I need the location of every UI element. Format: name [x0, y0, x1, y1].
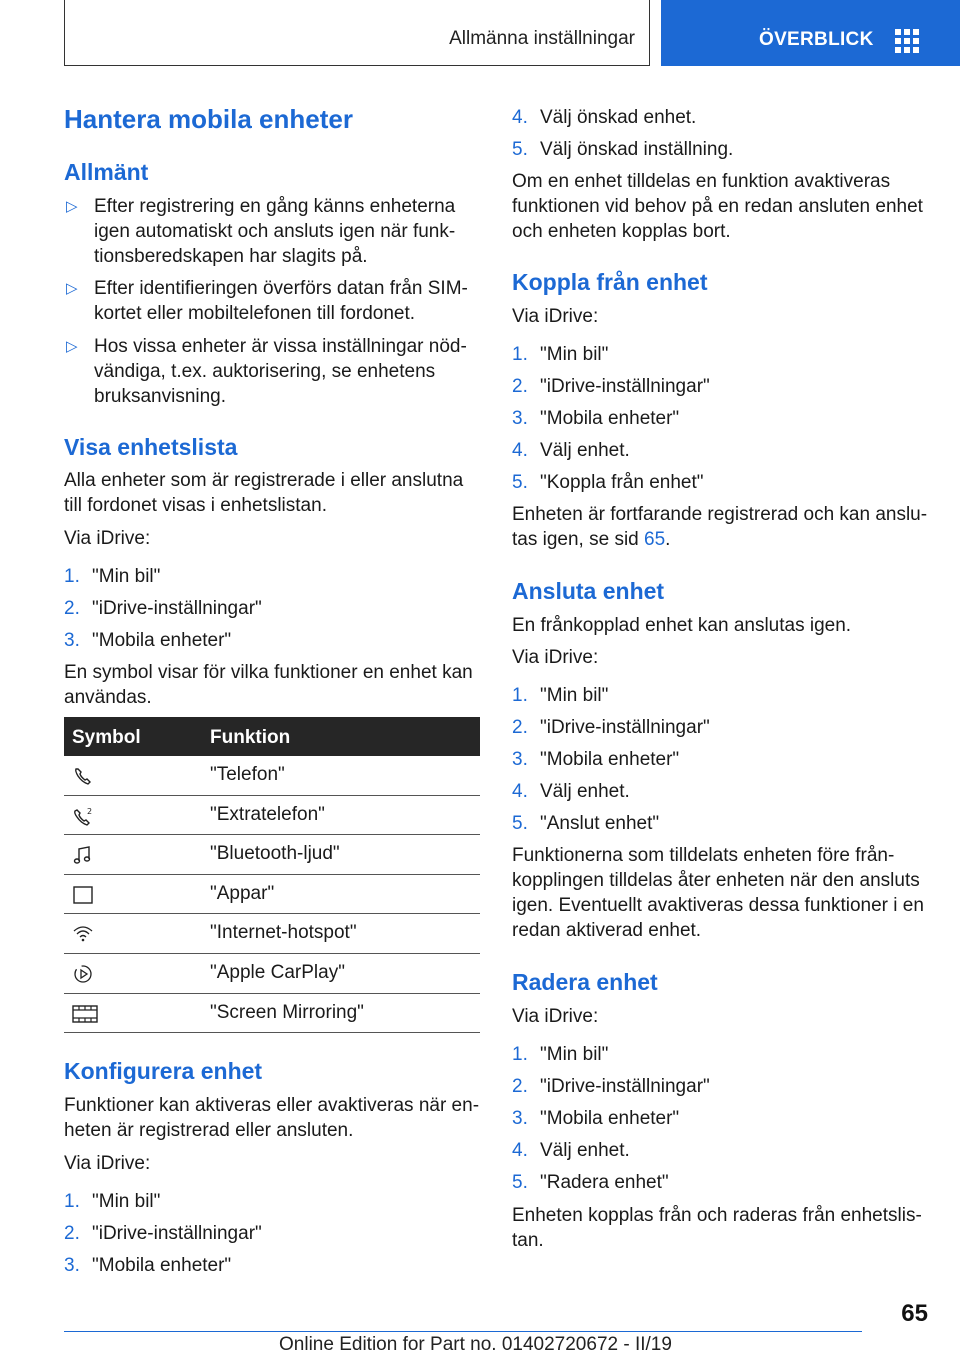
delete-note: Enheten kopplas från och raderas från enhetslis- tan.: [512, 1205, 922, 1251]
table-row: "Appar": [64, 875, 480, 915]
list-item: 3. "Mobila enheter": [512, 749, 680, 770]
overview-label: ÖVERBLICK: [759, 29, 874, 50]
footer-edition: Online Edition for Part no. 01402720672 - II/19: [279, 1334, 672, 1355]
list-item: 1. "Min bil": [64, 566, 161, 587]
header-section-title: Allmänna inställningar: [449, 28, 635, 49]
connect-note: Funktionerna som tilldelats enheten före från- kopplingen tilldelas åter enheten när den ansluts igen. Eventuellt avaktiveras dessa funktioner i en redan aktiverad enhet.: [512, 845, 924, 941]
music-note-icon: [72, 844, 94, 866]
svg-text:2: 2: [87, 806, 93, 816]
list-item: 4. Välj enhet.: [512, 440, 630, 461]
bullet-item: ▷ Efter identifieringen överförs datan från SIM- kortet eller mobiltelefonen till fordonet.: [66, 278, 468, 324]
list-item: 2. "iDrive-inställningar": [64, 1223, 262, 1244]
symbol-intro: En symbol visar för vilka funktioner en enhet kan användas.: [64, 662, 473, 708]
list-item: 2. "iDrive-inställningar": [512, 717, 710, 738]
list-item: 5. Välj önskad inställning.: [512, 139, 734, 160]
list-item: 3. "Mobila enheter": [512, 408, 680, 429]
list-item: 2. "iDrive-inställningar": [512, 1076, 710, 1097]
heading-general: Allmänt: [64, 159, 149, 185]
via-idrive: Via iDrive:: [512, 647, 599, 668]
table-row: "Telefon": [64, 756, 480, 796]
symbol-table: [64, 717, 480, 1033]
heading-connect: Ansluta enhet: [512, 578, 665, 604]
apps-square-icon: [72, 884, 94, 906]
table-row: "Screen Mirroring": [64, 994, 480, 1034]
carplay-icon: [72, 963, 94, 985]
list-item: 4. Välj önskad enhet.: [512, 107, 697, 128]
grid-menu-icon: [895, 29, 921, 53]
heading-configure: Konfigurera enhet: [64, 1058, 263, 1084]
bullet-item: ▷ Efter registrering en gång känns enheterna igen automatiskt och ansluts igen när funk- tionsberedskapen har slagits på.: [66, 196, 456, 267]
via-idrive: Via iDrive:: [64, 1153, 151, 1174]
col-function-header: Funktion: [210, 727, 291, 748]
list-item: 1. "Min bil": [512, 1044, 609, 1065]
extra-phone-icon: [72, 805, 94, 827]
heading-disconnect: Koppla från enhet: [512, 269, 708, 295]
list-item: 4. Välj enhet.: [512, 1140, 630, 1161]
device-list-intro: Alla enheter som är registrerade i eller anslutna till fordonet visas i enhetslistan.: [64, 470, 464, 516]
page-title: Hantera mobila enheter: [64, 104, 353, 134]
phone-icon: [72, 765, 94, 787]
via-idrive: Via iDrive:: [64, 528, 151, 549]
triangle-bullet-icon: ▷: [66, 338, 78, 355]
heading-delete: Radera enhet: [512, 969, 658, 995]
heading-device-list: Visa enhetslista: [64, 434, 238, 460]
configure-intro: Funktioner kan aktiveras eller avaktiveras när en- heten är registrerad eller ansluten.: [64, 1095, 480, 1141]
list-item: 3. "Mobila enheter": [64, 630, 232, 651]
header-section-tab: [64, 0, 650, 66]
triangle-bullet-icon: ▷: [66, 280, 78, 297]
list-item: 3. "Mobila enheter": [64, 1255, 232, 1276]
connect-intro: En frånkopplad enhet kan anslutas igen.: [512, 615, 852, 636]
col-symbol-header: Symbol: [72, 727, 141, 748]
list-item: 1. "Min bil": [512, 685, 609, 706]
list-item: 5. "Koppla från enhet": [512, 472, 704, 493]
page-link[interactable]: 65: [644, 529, 666, 550]
table-row: "Bluetooth-ljud": [64, 835, 480, 875]
disconnect-note: Enheten är fortfarande registrerad och kan anslu- tas igen, se sid 65.: [512, 504, 928, 550]
via-idrive: Via iDrive:: [512, 306, 599, 327]
triangle-bullet-icon: ▷: [66, 198, 78, 215]
via-idrive: Via iDrive:: [512, 1006, 599, 1027]
list-item: 5. "Anslut enhet": [512, 813, 660, 834]
table-row: 2 "Extratelefon": [64, 796, 480, 836]
list-item: 5. "Radera enhet": [512, 1172, 669, 1193]
configure-note: Om en enhet tilldelas en funktion avaktiveras funktionen vid behov på en redan ansluten enhet och enheten kopplas bort.: [512, 171, 923, 242]
list-item: 1. "Min bil": [512, 344, 609, 365]
list-item: 4. Välj enhet.: [512, 781, 630, 802]
wifi-icon: [72, 923, 94, 945]
bullet-item: ▷ Hos vissa enheter är vissa inställningar nöd- vändiga, t.ex. auktorisering, se enhetens bruksanvisning.: [66, 336, 467, 407]
list-item: 2. "iDrive-inställningar": [512, 376, 710, 397]
table-row: "Internet-hotspot": [64, 914, 480, 954]
list-item: 2. "iDrive-inställningar": [64, 598, 262, 619]
list-item: 3. "Mobila enheter": [512, 1108, 680, 1129]
list-item: 1. "Min bil": [64, 1191, 161, 1212]
screen-mirroring-icon: [72, 1003, 98, 1025]
footer-divider: [64, 1331, 862, 1332]
overview-button[interactable]: [661, 0, 960, 66]
page-number: 65: [901, 1300, 928, 1327]
table-header: [64, 717, 480, 756]
table-row: "Apple CarPlay": [64, 954, 480, 994]
